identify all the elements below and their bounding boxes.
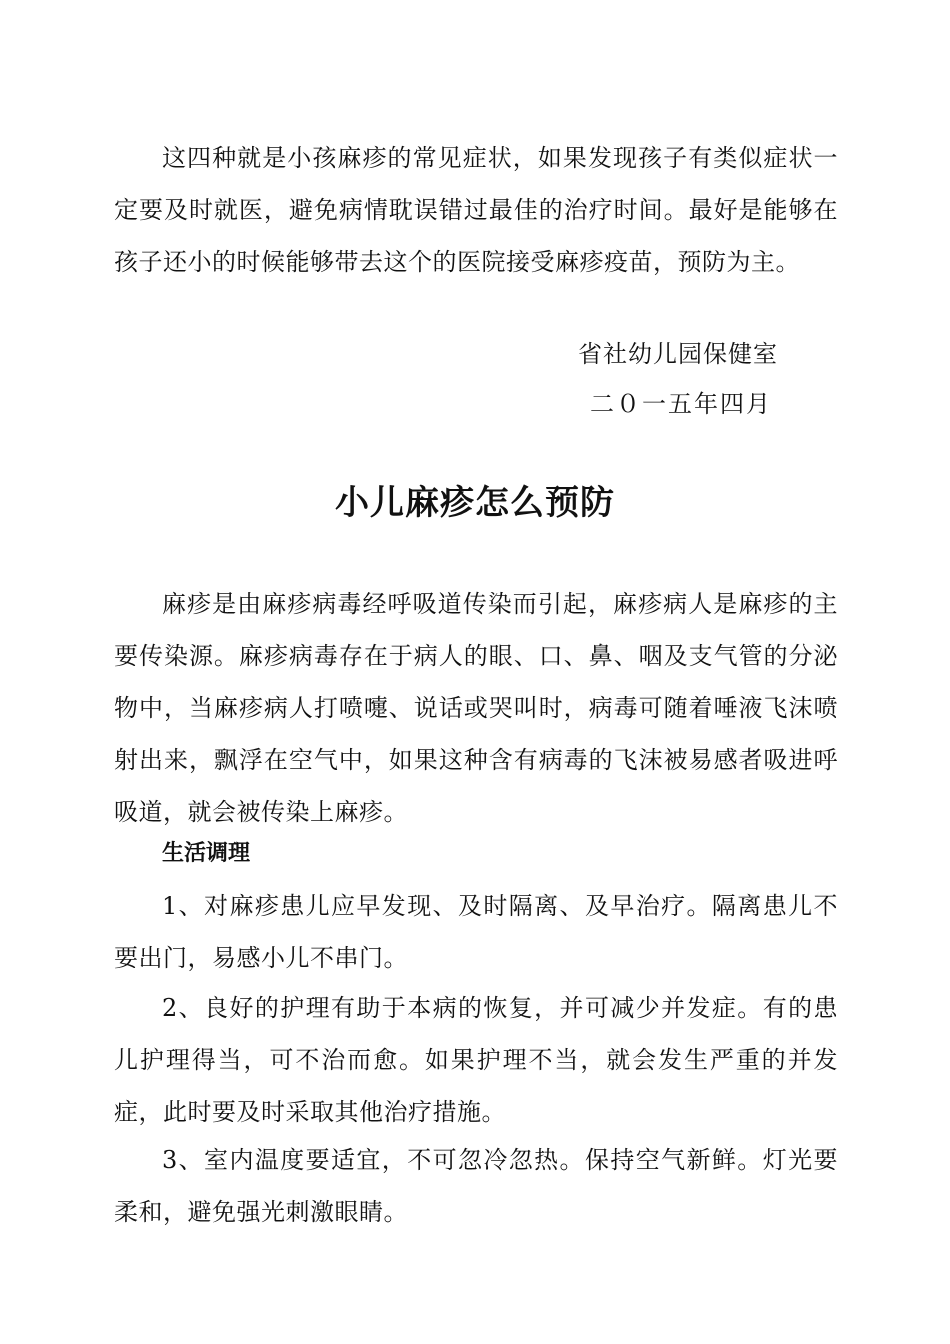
signature-organization: 省社幼儿园保健室 [578, 340, 778, 368]
list-item: 3、室内温度要适宜，不可忽冷忽热。保持空气新鲜。灯光要柔和，避免强光刺激眼睛。 [114, 1146, 838, 1226]
intro-paragraph: 这四种就是小孩麻疹的常见症状，如果发现孩子有类似症状一定要及时就医，避免病情耽误错过最佳的治疗时间。最好是能够在孩子还小的时候能够带去这个的医院接受麻疹疫苗，预防为主。 [114, 144, 838, 276]
list-item: 1、对麻疹患儿应早发现、及时隔离、及早治疗。隔离患儿不要出门，易感小儿不串门。 [114, 892, 838, 972]
section-heading: 生活调理 [162, 841, 251, 866]
signature-date: 二０一五年四月 [590, 390, 772, 418]
article-body-paragraph: 麻疹是由麻疹病毒经呼吸道传染而引起，麻疹病人是麻疹的主要传染源。麻疹病毒存在于病人的眼、口、鼻、咽及支气管的分泌物中，当麻疹病人打喷嚏、说话或哭叫时，病毒可随着唾液飞沫喷射出来，飘浮在空气中，如果这种含有病毒的飞沫被易感者吸进呼吸道，就会被传染上麻疹。 [114, 590, 838, 826]
list-item: 2、良好的护理有助于本病的恢复，并可减少并发症。有的患儿护理得当，可不治而愈。如果护理不当，就会发生严重的并发症，此时要及时采取其他治疗措施。 [114, 994, 838, 1126]
article-title: 小儿麻疹怎么预防 [335, 483, 615, 523]
